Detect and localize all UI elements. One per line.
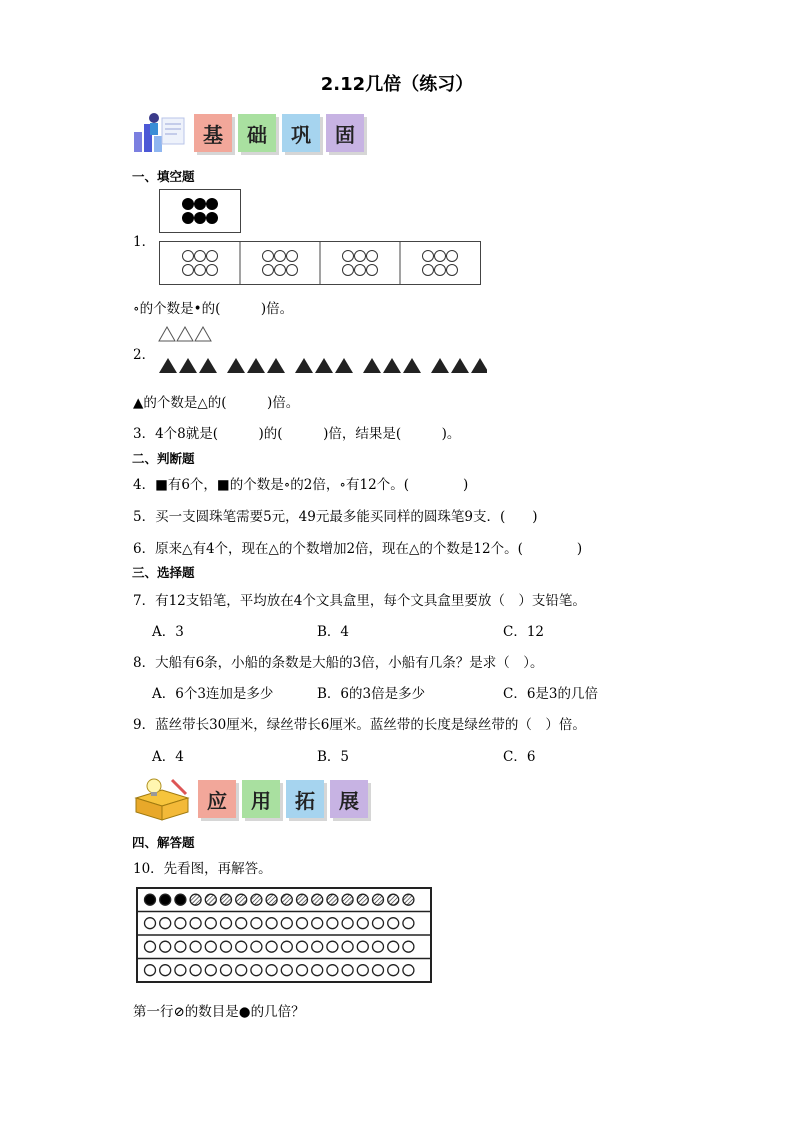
q10-question: 第一行⊘的数目是●的几倍？	[133, 1004, 305, 1020]
q9-option-a: A．4	[152, 749, 184, 765]
open-circle	[403, 918, 414, 929]
open-circle	[327, 965, 338, 976]
open-circle	[327, 941, 338, 952]
hatched-circle	[357, 894, 368, 905]
hatched-circle	[388, 894, 399, 905]
open-circle	[342, 918, 353, 929]
banner2-tile-2: 用	[242, 780, 280, 818]
open-circle	[281, 941, 292, 952]
open-circle	[160, 941, 171, 952]
black-circle	[160, 894, 171, 905]
open-circle	[373, 941, 384, 952]
q5-text: 5．买一支圆珠笔需要5元，49元最多能买同样的圆珠笔9支．( )	[133, 509, 538, 525]
lightbulb-box-icon	[132, 776, 194, 822]
open-circle	[281, 918, 292, 929]
open-circle	[281, 965, 292, 976]
ring-circle	[275, 265, 286, 276]
open-circle	[357, 941, 368, 952]
q1-ring-groups	[160, 242, 480, 284]
open-circle	[357, 965, 368, 976]
q8-option-a: A．6个3连加是多少	[152, 686, 274, 702]
open-circle	[190, 941, 201, 952]
ring-circle	[343, 265, 354, 276]
q1-dots-box	[159, 189, 241, 233]
open-circle	[175, 965, 186, 976]
ring-circle	[207, 251, 218, 262]
hatched-circle	[327, 894, 338, 905]
ring-circle	[423, 251, 434, 262]
open-circle	[403, 941, 414, 952]
banner2-tile-1: 应	[198, 780, 236, 818]
ring-circle	[195, 251, 206, 262]
open-circle	[312, 965, 323, 976]
q9-text: 9．蓝丝带长30厘米，绿丝带长6厘米。蓝丝带的长度是绿丝带的（ ）倍。	[133, 717, 586, 733]
ring-circle	[275, 251, 286, 262]
open-circle	[221, 918, 232, 929]
q8-text: 8．大船有6条，小船的条数是大船的3倍，小船有几条？是求（ ）。	[133, 655, 544, 671]
q7-option-c: C．12	[503, 624, 545, 640]
open-circle	[312, 918, 323, 929]
section-judge-heading: 二、判断题	[132, 451, 195, 466]
banner1-tile-3: 巩	[282, 114, 320, 152]
open-circle	[388, 941, 399, 952]
filled-triangle	[247, 358, 265, 373]
open-circle	[297, 918, 308, 929]
section-fill-heading: 一、填空题	[132, 169, 195, 184]
q6-text: 6．原来△有4个，现在△的个数增加2倍，现在△的个数是12个。( )	[133, 541, 583, 557]
open-circle	[342, 941, 353, 952]
ring-circle	[367, 265, 378, 276]
filled-triangle	[403, 358, 421, 373]
filled-triangle	[363, 358, 381, 373]
open-circle	[205, 918, 216, 929]
open-circle	[145, 941, 156, 952]
ring-circle	[343, 251, 354, 262]
ring-circle	[367, 251, 378, 262]
hatched-circle	[221, 894, 232, 905]
open-circle	[357, 918, 368, 929]
banner-basic	[132, 110, 372, 156]
hatched-circle	[190, 894, 201, 905]
open-circle	[175, 918, 186, 929]
open-circle	[266, 965, 277, 976]
hatched-circle	[251, 894, 262, 905]
section-choice-heading: 三、选择题	[132, 565, 195, 580]
open-circle	[221, 965, 232, 976]
hatched-circle	[205, 894, 216, 905]
q1-number: 1．	[133, 234, 156, 250]
ring-circle	[183, 251, 194, 262]
open-circle	[388, 918, 399, 929]
q7-option-a: A．3	[152, 624, 184, 640]
open-circle	[327, 918, 338, 929]
black-circle	[145, 894, 156, 905]
open-circle	[236, 918, 247, 929]
q10-circle-grid	[136, 887, 432, 983]
open-circle	[373, 918, 384, 929]
hatched-circle	[236, 894, 247, 905]
open-circle	[266, 941, 277, 952]
ring-circle	[435, 251, 446, 262]
ring-circle	[355, 265, 366, 276]
q9-option-b: B．5	[317, 749, 350, 765]
open-circle	[205, 965, 216, 976]
filled-triangle	[227, 358, 245, 373]
banner-extend	[132, 776, 382, 822]
q3-text: 3．4个8就是( )的( )倍，结果是( )。	[133, 426, 461, 442]
ring-circle	[423, 265, 434, 276]
ring-circle	[263, 265, 274, 276]
open-circle	[205, 941, 216, 952]
q1-rings-box	[159, 241, 481, 285]
open-circle	[190, 965, 201, 976]
section-solve-heading: 四、解答题	[132, 835, 195, 850]
open-circle	[297, 941, 308, 952]
filled-triangle	[335, 358, 353, 373]
filled-triangle	[199, 358, 217, 373]
open-circle	[190, 918, 201, 929]
q1-text: ∘的个数是•的( )倍。	[133, 301, 294, 317]
open-circle	[236, 965, 247, 976]
chart-person-icon	[132, 110, 190, 156]
open-circle	[403, 965, 414, 976]
open-circle	[160, 918, 171, 929]
q2-filled-triangles	[157, 356, 487, 376]
ring-circle	[287, 251, 298, 262]
q9-option-c: C．6	[503, 749, 536, 765]
hatched-circle	[403, 894, 414, 905]
open-circle	[266, 918, 277, 929]
filled-triangle	[431, 358, 449, 373]
open-circle	[221, 941, 232, 952]
page-title: 2.12几倍（练习）	[320, 74, 474, 95]
open-circle	[145, 918, 156, 929]
ring-circle	[447, 265, 458, 276]
open-circle	[175, 941, 186, 952]
hatched-circle	[373, 894, 384, 905]
q7-text: 7．有12支铅笔，平均放在4个文具盒里，每个文具盒里要放（ ）支铅笔。	[133, 593, 586, 609]
filled-triangle	[451, 358, 469, 373]
open-circle	[251, 941, 262, 952]
q10-text: 10．先看图，再解答。	[133, 861, 272, 877]
ring-circle	[207, 265, 218, 276]
ring-circle	[263, 251, 274, 262]
banner2-tile-3: 拓	[286, 780, 324, 818]
open-circle	[297, 965, 308, 976]
filled-triangle	[295, 358, 313, 373]
ring-circle	[435, 265, 446, 276]
banner1-tile-1: 基	[194, 114, 232, 152]
filled-triangle	[179, 358, 197, 373]
ring-circle	[447, 251, 458, 262]
black-circle	[175, 894, 186, 905]
hatched-circle	[297, 894, 308, 905]
open-circle	[251, 965, 262, 976]
ring-circle	[195, 265, 206, 276]
ring-circle	[287, 265, 298, 276]
q4-text: 4．■有6个，■的个数是∘的2倍，∘有12个。( )	[133, 477, 469, 493]
q2-text: ▲的个数是△的( )倍。	[133, 395, 300, 411]
ring-circle	[355, 251, 366, 262]
open-circle	[160, 965, 171, 976]
hatched-circle	[266, 894, 277, 905]
banner1-tile-2: 础	[238, 114, 276, 152]
hatched-circle	[281, 894, 292, 905]
banner2-tile-4: 展	[330, 780, 368, 818]
filled-triangle	[315, 358, 333, 373]
q7-option-b: B．4	[317, 624, 350, 640]
open-circle	[312, 941, 323, 952]
q2-outline-triangles	[157, 324, 217, 344]
open-circle	[251, 918, 262, 929]
filled-triangle	[383, 358, 401, 373]
q2-number: 2．	[133, 347, 156, 363]
filled-triangle	[159, 358, 177, 373]
hatched-circle	[312, 894, 323, 905]
filled-triangle	[471, 358, 487, 373]
ring-circle	[183, 265, 194, 276]
q1-black-dots	[160, 190, 240, 232]
banner1-tile-4: 固	[326, 114, 364, 152]
open-circle	[342, 965, 353, 976]
q8-option-c: C．6是3的几倍	[503, 686, 599, 702]
q8-option-b: B．6的3倍是多少	[317, 686, 426, 702]
open-circle	[373, 965, 384, 976]
filled-triangle	[267, 358, 285, 373]
open-circle	[388, 965, 399, 976]
hatched-circle	[342, 894, 353, 905]
open-circle	[236, 941, 247, 952]
open-circle	[145, 965, 156, 976]
